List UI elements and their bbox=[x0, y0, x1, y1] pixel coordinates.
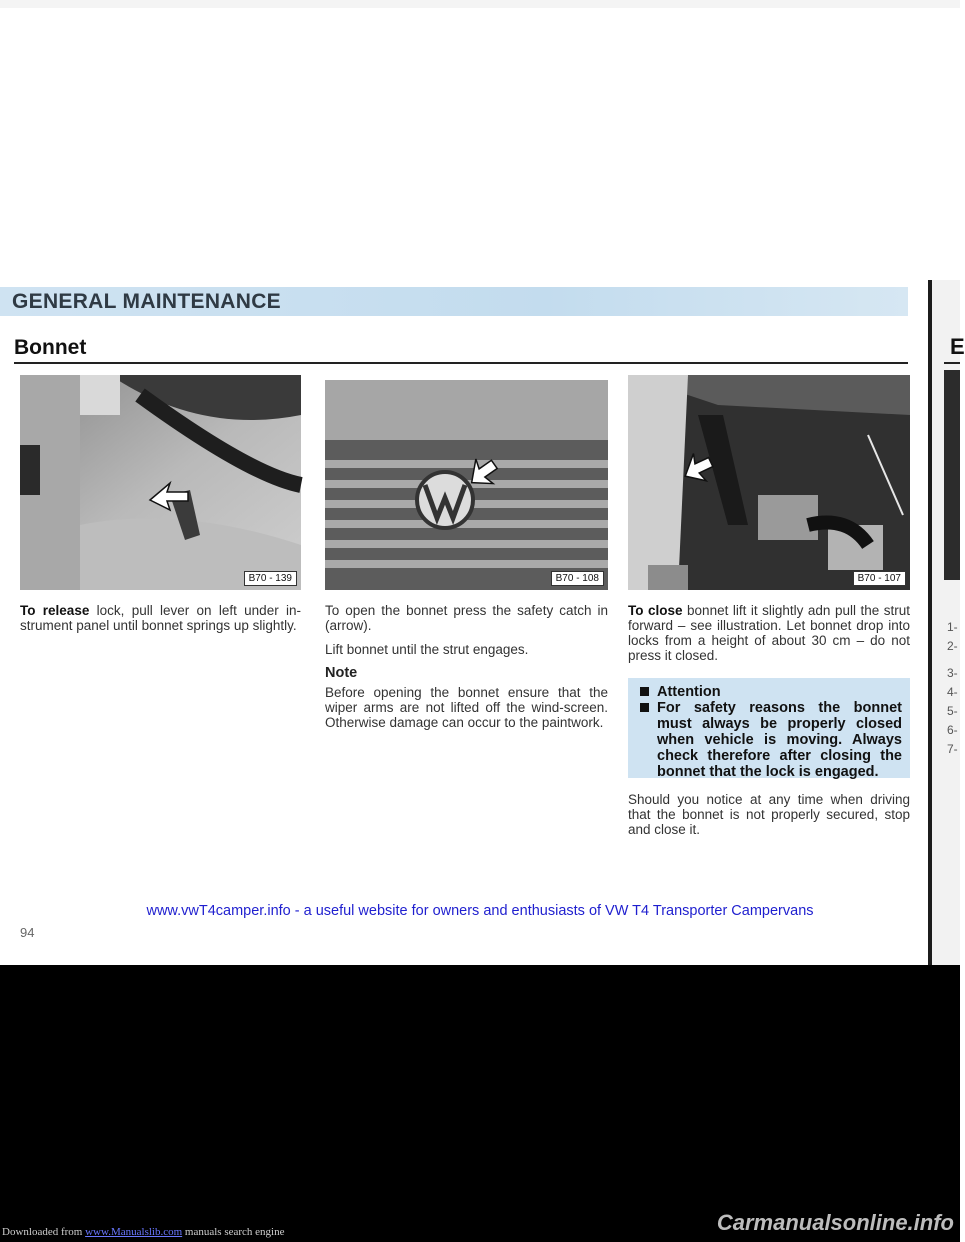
open-paragraph-1: To open the bonnet press the safety catch in (arrow). bbox=[325, 603, 608, 633]
grille-illustration bbox=[325, 380, 608, 590]
facing-num: 5- bbox=[947, 704, 958, 718]
attention-heading: Attention bbox=[657, 684, 721, 700]
open-paragraph-2: Lift bonnet until the strut engages. bbox=[325, 642, 529, 657]
note-heading: Note bbox=[325, 665, 358, 681]
figure-safety-catch bbox=[325, 380, 608, 590]
column-open bbox=[325, 603, 608, 739]
close-paragraph bbox=[628, 603, 910, 663]
facing-num: 7- bbox=[947, 742, 958, 756]
figure-label: B70 - 139 bbox=[244, 571, 297, 586]
attention-text: For safety reasons the bonnet must always be properly closed when vehicle is moving. Always check therefore after closing the bonnet that the lock is engaged. bbox=[657, 700, 902, 780]
page-number: 94 bbox=[20, 925, 35, 940]
top-band bbox=[0, 0, 960, 8]
column-release bbox=[20, 603, 301, 642]
release-text: lock, pull lever on left under in-strument panel until bonnet springs up slightly. bbox=[20, 603, 301, 633]
manualslib-link[interactable]: www.Manualslib.com bbox=[85, 1226, 183, 1238]
attention-box bbox=[628, 678, 910, 778]
close-lead: To close bbox=[628, 603, 683, 618]
release-lever-illustration bbox=[20, 375, 301, 590]
footer-website-link[interactable]: www.vwT4camper.info - a useful website for owners and enthusiasts of VW T4 Transporter Campervans bbox=[146, 903, 814, 919]
section-title: GENERAL MAINTENANCE bbox=[12, 290, 281, 313]
note-text: Before opening the bonnet ensure that the wiper arms are not lifted off the wind-screen. Otherwise damage can occur to the paintwork. bbox=[325, 685, 608, 730]
facing-num: 1- bbox=[947, 620, 958, 634]
facing-page-photo bbox=[944, 370, 960, 580]
watermark-logo: Carmanualsonline.info bbox=[716, 1210, 954, 1235]
facing-num: 3- bbox=[947, 666, 958, 680]
facing-page-rule bbox=[944, 362, 960, 364]
download-suffix: manuals search engine bbox=[182, 1226, 285, 1238]
release-paragraph bbox=[20, 603, 301, 633]
bullet-square-icon bbox=[640, 703, 649, 712]
facing-num: 6- bbox=[947, 723, 958, 737]
engine-bay-illustration bbox=[628, 375, 910, 590]
page-gutter bbox=[928, 280, 932, 970]
figure-label: B70 - 107 bbox=[853, 571, 906, 586]
figure-bonnet-strut bbox=[628, 375, 910, 590]
close-after-paragraph: Should you notice at any time when driving that the bonnet is not properly secured, stop and close it. bbox=[628, 792, 910, 837]
figure-release-lever bbox=[20, 375, 301, 590]
download-credit bbox=[2, 1226, 284, 1238]
facing-num: 4- bbox=[947, 685, 958, 699]
download-prefix: Downloaded from bbox=[2, 1226, 86, 1238]
facing-page-letter: E bbox=[950, 334, 965, 359]
release-lead: To release bbox=[20, 603, 90, 618]
facing-page-numbers bbox=[947, 618, 958, 759]
title-rule bbox=[14, 362, 908, 364]
close-text: bonnet lift it slightly adn pull the strut forward – see illustration. Let bonnet drop into locks from a height of about 30 cm – do not press it closed. bbox=[628, 603, 911, 663]
bottom-black-area bbox=[0, 965, 960, 1242]
attention-text-row bbox=[640, 700, 902, 780]
page-title: Bonnet bbox=[14, 336, 87, 359]
column-close bbox=[628, 603, 910, 672]
bullet-square-icon bbox=[640, 687, 649, 696]
figure-label: B70 - 108 bbox=[551, 571, 604, 586]
facing-num: 2- bbox=[947, 639, 958, 653]
attention-heading-row bbox=[640, 684, 902, 700]
column-close-after bbox=[628, 792, 910, 846]
